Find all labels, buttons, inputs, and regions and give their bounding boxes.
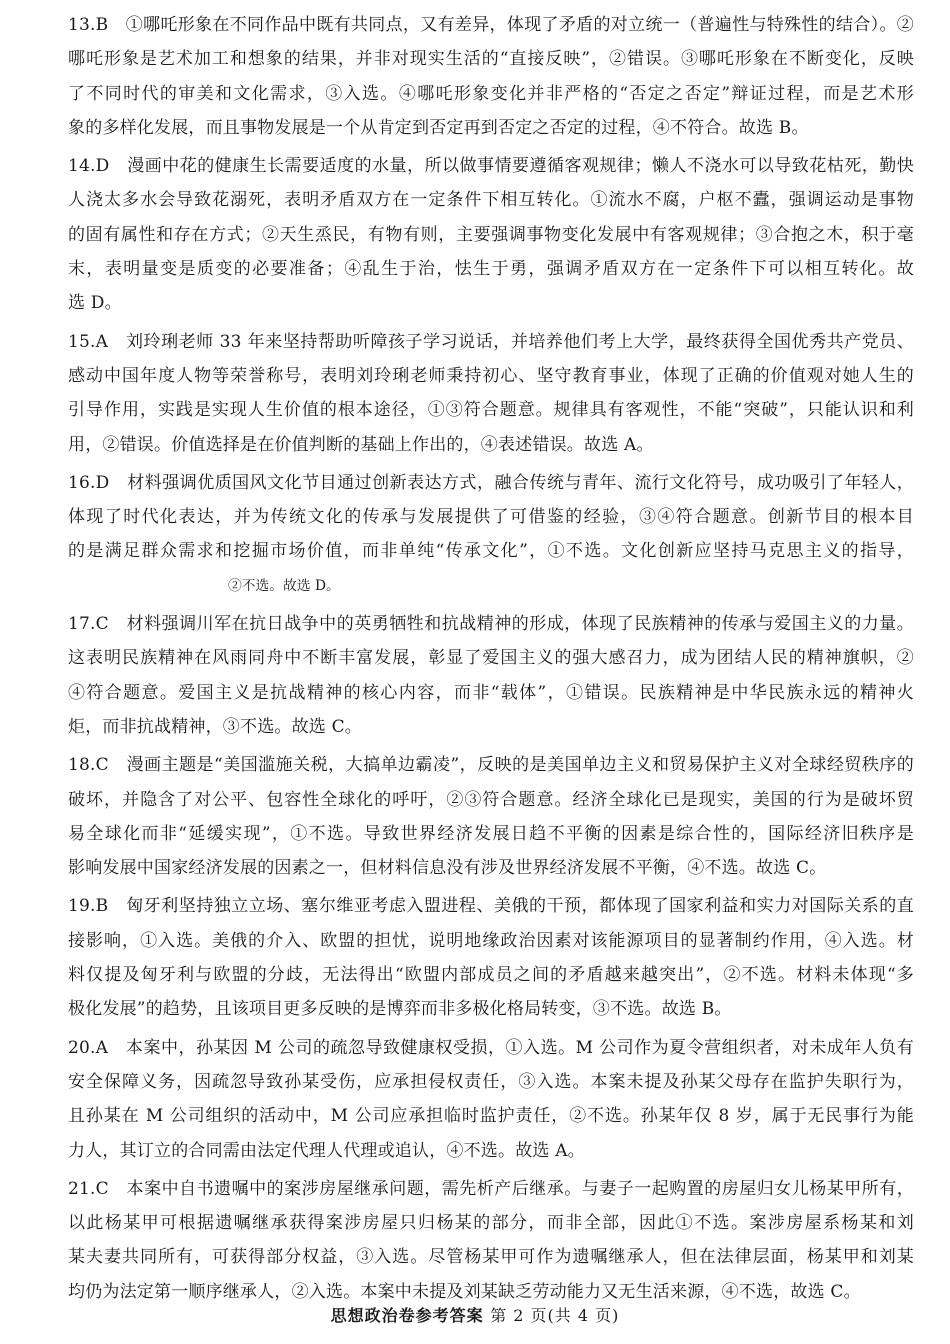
answer-line: 破坏，并隐含了对公平、包容性全球化的呼吁，②③符合题意。经济全球化已是现实，美国的行为是破坏贸 — [68, 789, 914, 810]
answer-line: 了不同时代的审美和文化需求，③入选。④哪吒形象变化并非严格的“否定之否定”辩证过程，而是艺术形 — [68, 83, 914, 104]
answer-line: 用，②错误。价值选择是在价值判断的基础上作出的，④表述错误。故选 A。 — [68, 434, 654, 455]
answer-item — [68, 8, 914, 145]
answer-line: 以此杨某甲可根据遗嘱继承获得案涉房屋只归杨某的部分，而非全部，因此①不选。案涉房屋系杨某和刘 — [68, 1213, 914, 1234]
answer-item — [68, 748, 914, 885]
answer-line: 18.C 漫画主题是“美国滥施关税，大搞单边霸凌”，反映的是美国单边主义和贸易保护主义对全球经贸秩序的 — [68, 755, 914, 776]
answer-line: 安全保障义务，因疏忽导致孙某受伤，应承担侵权责任，③入选。本案未提及孙某父母存在监护失职行为， — [68, 1071, 914, 1092]
answer-line: 哪吒形象是艺术加工和想象的结果，并非对现实生活的“直接反映”，②错误。③哪吒形象在不断变化，反映 — [68, 49, 914, 70]
answer-item — [68, 607, 914, 744]
page-footer — [0, 1303, 950, 1326]
answer-line: 末，表明量变是质变的必要准备；④乱生于治，怯生于勇，强调矛盾双方在一定条件下可以相互转化。故 — [68, 259, 914, 280]
answer-item — [68, 1031, 914, 1168]
answer-line: 感动中国年度人物等荣誉称号，表明刘玲琍老师秉持初心、坚守教育事业，体现了正确的价值观对她人生的 — [68, 365, 914, 386]
answer-line: 20.A 本案中，孙某因 M 公司的疏忽导致健康权受损，①入选。M 公司作为夏令营组织者，对未成年人负有 — [68, 1037, 914, 1058]
answer-line: 15.A 刘玲琍老师 33 年来坚持帮助听障孩子学习说话，并培养他们考上大学，最终获得全国优秀共产党员、 — [68, 331, 914, 352]
answer-line: 影响发展中国家经济发展的因素之一，但材料信息没有涉及世界经济发展不平衡，④不选。故选 C。 — [68, 858, 827, 879]
answer-line: 的固有属性和存在方式；②天生烝民，有物有则，主要强调事物变化发展中有客观规律；③合抱之木，积于毫 — [68, 224, 914, 245]
answer-item — [68, 325, 914, 462]
answer-line: 人浇太多水会导致花溺死，表明矛盾双方在一定条件下相互转化。①流水不腐，户枢不蠹，强调运动是事物 — [68, 190, 914, 211]
answer-line: 选 D。 — [68, 293, 122, 314]
answer-item — [68, 466, 914, 603]
answer-line: 极化发展”的趋势，且该项目更多反映的是博弈而非多极化格局转变，③不选。故选 B。 — [68, 999, 732, 1020]
footer-title: 思想政治卷参考答案 — [330, 1306, 484, 1325]
answer-line: 均仍为法定第一顺序继承人，②入选。本案中未提及刘某缺乏劳动能力又无生活来源，④不选，故选 C。 — [68, 1281, 861, 1302]
answer-line: 体现了时代化表达，并为传统文化的传承与发展提供了可借鉴的经验，③④符合题意。创新节目的根本目 — [68, 507, 914, 528]
answer-line: 料仅提及匈牙利与欧盟的分歧，无法得出“欧盟内部成员之间的矛盾越来越突出”，②不选。材料未体现“多 — [68, 965, 914, 986]
answer-line: 13.B ①哪吒形象在不同作品中既有共同点，又有差异，体现了矛盾的对立统一（普遍性与特殊性的结合）。② — [68, 15, 914, 35]
answer-line: 某夫妻共同所有，可获得部分权益，③入选。尽管杨某甲可作为遗嘱继承人，但在法律层面，杨某甲和刘某 — [68, 1247, 914, 1268]
answer-line: 21.C 本案中自书遗嘱中的案涉房屋继承问题，需先析产后继承。与妻子一起购置的房屋归女儿杨某甲所有， — [68, 1178, 914, 1199]
answer-line: 19.B 匈牙利坚持独立立场、塞尔维亚考虑入盟进程、美俄的干预，都体现了国家利益和实力对国际关系的直 — [68, 896, 914, 917]
answer-line: 炬，而非抗战精神，③不选。故选 C。 — [68, 716, 363, 737]
answer-item — [68, 1172, 914, 1309]
answer-line: 力人，其订立的合同需由法定代理人代理或追认，④不选。故选 A。 — [68, 1140, 585, 1161]
footer-page-number: 第 2 页(共 4 页) — [490, 1306, 620, 1325]
answer-item — [68, 889, 914, 1026]
answer-line: 易全球化而非“延缓实现”，①不选。导致世界经济发展日趋不平衡的因素是综合性的，国际经济旧秩序是 — [68, 823, 914, 844]
answer-line: 象的多样化发展，而且事物发展是一个从肯定到否定再到否定之否定的过程，④不符合。故选 B。 — [68, 117, 809, 138]
answer-line: 的是满足群众需求和挖掘市场价值，而非单纯“传承文化”，①不选。文化创新应坚持马克思主义的指导， — [68, 541, 914, 562]
answer-line: 且孙某在 M 公司组织的活动中，M 公司应承担临时监护责任，②不选。孙某年仅 8 岁，属于无民事行为能 — [68, 1106, 914, 1127]
answer-line: ②不选。故选 D。 — [228, 577, 340, 594]
answer-line: 这表明民族精神在风雨同舟中不断丰富发展，彰显了爱国主义的强大感召力，成为团结人民的精神旗帜，② — [68, 648, 914, 669]
answer-line: 接影响，①入选。美俄的介入、欧盟的担忧，说明地缘政治因素对该能源项目的显著制约作用，④入选。材 — [68, 930, 914, 951]
answer-line: 16.D 材料强调优质国风文化节目通过创新表达方式，融合传统与青年、流行文化符号，成功吸引了年轻人， — [68, 472, 914, 493]
answer-line: 引导作用，实践是实现人生价值的根本途径，①③符合题意。规律具有客观性，不能“突破”，只能认识和利 — [68, 400, 914, 421]
answer-item — [68, 149, 914, 320]
answer-line: ④符合题意。爱国主义是抗战精神的核心内容，而非“载体”，①错误。民族精神是中华民族永远的精神火 — [68, 682, 914, 703]
answer-page — [68, 8, 914, 1313]
answer-line: 14.D 漫画中花的健康生长需要适度的水量，所以做事情要遵循客观规律；懒人不浇水可以导致花枯死，勤快 — [68, 156, 914, 177]
answer-line: 17.C 材料强调川军在抗日战争中的英勇牺牲和抗战精神的形成，体现了民族精神的传承与爱国主义的力量。 — [68, 614, 914, 635]
